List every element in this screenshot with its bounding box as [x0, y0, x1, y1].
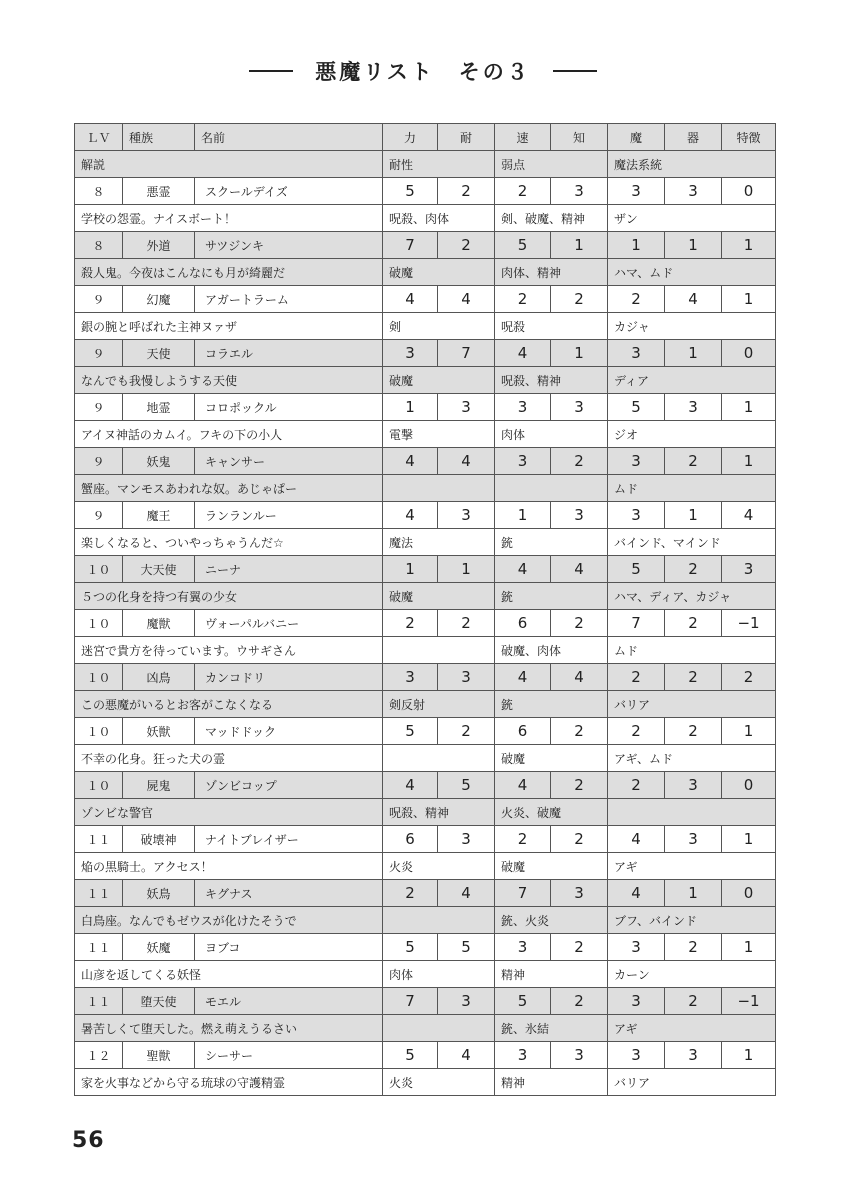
- demon-resistance: 破魔: [383, 583, 495, 610]
- demon-lv: ９: [75, 286, 123, 313]
- demon-info-row: [75, 529, 776, 556]
- stat-int: 2: [551, 286, 608, 313]
- stat-int: 2: [551, 826, 608, 853]
- stat-mag: 2: [608, 772, 665, 799]
- demon-name: キグナス: [195, 880, 383, 907]
- demon-description: 楽しくなると、ついやっちゃうんだ☆: [75, 529, 383, 556]
- stat-dex: 4: [665, 286, 722, 313]
- stat-vit: 2: [438, 178, 495, 205]
- stat-vit: 3: [438, 826, 495, 853]
- demon-resistance: [383, 1015, 495, 1042]
- demon-lv: ９: [75, 448, 123, 475]
- demon-info-row: [75, 799, 776, 826]
- stat-mag: 3: [608, 448, 665, 475]
- stat-mag: 3: [608, 934, 665, 961]
- stat-int: 3: [551, 1042, 608, 1069]
- stat-int: 1: [551, 340, 608, 367]
- demon-description: アイヌ神話のカムイ。フキの下の小人: [75, 421, 383, 448]
- stat-mag: 3: [608, 988, 665, 1015]
- demon-info-row: [75, 583, 776, 610]
- demon-magic: ザン: [608, 205, 776, 232]
- title-text: 悪魔リスト その３: [315, 60, 531, 84]
- header-resist: 耐性: [383, 151, 495, 178]
- demon-magic: ムド: [608, 637, 776, 664]
- demon-stats-row: [75, 610, 776, 637]
- header-magic: 魔法系統: [608, 151, 776, 178]
- demon-race: 魔王: [123, 502, 195, 529]
- stat-spd: 4: [495, 664, 551, 691]
- demon-description: 暑苦しくて堕天した。燃え萌えうるさい: [75, 1015, 383, 1042]
- stat-spd: 6: [495, 610, 551, 637]
- stat-feat: 1: [722, 394, 776, 421]
- stat-spd: 5: [495, 988, 551, 1015]
- demon-name: ヴォーパルバニー: [195, 610, 383, 637]
- demon-stats-row: [75, 340, 776, 367]
- demon-weakness: 破魔: [495, 853, 608, 880]
- demon-description: ５つの化身を持つ有翼の少女: [75, 583, 383, 610]
- stat-vit: 4: [438, 1042, 495, 1069]
- header-row-info: [75, 151, 776, 178]
- demon-magic: ディア: [608, 367, 776, 394]
- stat-feat: 4: [722, 502, 776, 529]
- stat-vit: 5: [438, 772, 495, 799]
- demon-info-row: [75, 259, 776, 286]
- demon-magic: [608, 799, 776, 826]
- demon-magic: アギ、ムド: [608, 745, 776, 772]
- stat-int: 4: [551, 556, 608, 583]
- demon-weakness: 破魔: [495, 745, 608, 772]
- demon-table: [74, 123, 776, 1096]
- stat-spd: 7: [495, 880, 551, 907]
- stat-str: 1: [383, 394, 438, 421]
- demon-weakness: 呪殺、精神: [495, 367, 608, 394]
- stat-dex: 3: [665, 394, 722, 421]
- demon-weakness: 銃: [495, 691, 608, 718]
- stat-dex: 1: [665, 880, 722, 907]
- demon-magic: ハマ、ディア、カジャ: [608, 583, 776, 610]
- stat-feat: 1: [722, 718, 776, 745]
- demon-stats-row: [75, 232, 776, 259]
- stat-int: 3: [551, 502, 608, 529]
- demon-weakness: 剣、破魔、精神: [495, 205, 608, 232]
- demon-name: ランランルー: [195, 502, 383, 529]
- stat-str: 5: [383, 934, 438, 961]
- stat-dex: 2: [665, 448, 722, 475]
- demon-description: 家を火事などから守る琉球の守護精霊: [75, 1069, 383, 1096]
- stat-str: 2: [383, 880, 438, 907]
- demon-resistance: [383, 637, 495, 664]
- demon-info-row: [75, 853, 776, 880]
- stat-feat: −1: [722, 610, 776, 637]
- demon-resistance: [383, 745, 495, 772]
- demon-lv: １１: [75, 826, 123, 853]
- demon-weakness: 呪殺: [495, 313, 608, 340]
- demon-lv: ８: [75, 178, 123, 205]
- stat-dex: 3: [665, 826, 722, 853]
- stat-vit: 2: [438, 232, 495, 259]
- stat-feat: 0: [722, 772, 776, 799]
- stat-spd: 3: [495, 1042, 551, 1069]
- demon-weakness: 精神: [495, 961, 608, 988]
- demon-info-row: [75, 367, 776, 394]
- stat-int: 2: [551, 934, 608, 961]
- stat-mag: 2: [608, 286, 665, 313]
- page-title: [0, 55, 846, 87]
- stat-dex: 2: [665, 718, 722, 745]
- header-race: 種族: [123, 124, 195, 151]
- demon-info-row: [75, 475, 776, 502]
- demon-stats-row: [75, 826, 776, 853]
- stat-feat: 1: [722, 232, 776, 259]
- stat-int: 3: [551, 394, 608, 421]
- title-dash-left: [249, 70, 293, 72]
- demon-weakness: 銃、火炎: [495, 907, 608, 934]
- demon-stats-row: [75, 286, 776, 313]
- demon-stats-row: [75, 718, 776, 745]
- stat-str: 5: [383, 178, 438, 205]
- demon-race: 凶鳥: [123, 664, 195, 691]
- demon-lv: １１: [75, 934, 123, 961]
- stat-str: 6: [383, 826, 438, 853]
- demon-name: ナイトブレイザー: [195, 826, 383, 853]
- header-vit: 耐: [438, 124, 495, 151]
- demon-stats-row: [75, 988, 776, 1015]
- demon-name: モエル: [195, 988, 383, 1015]
- demon-race: 外道: [123, 232, 195, 259]
- demon-name: アガートラーム: [195, 286, 383, 313]
- page-number: 56: [72, 1128, 105, 1153]
- demon-description: 白鳥座。なんでもゼウスが化けたそうで: [75, 907, 383, 934]
- demon-description: 焔の黒騎士。アクセス！: [75, 853, 383, 880]
- demon-info-row: [75, 1015, 776, 1042]
- demon-name: ニーナ: [195, 556, 383, 583]
- demon-race: 大天使: [123, 556, 195, 583]
- demon-name: サツジンキ: [195, 232, 383, 259]
- demon-magic: アギ: [608, 1015, 776, 1042]
- demon-name: ゾンビコップ: [195, 772, 383, 799]
- stat-mag: 3: [608, 502, 665, 529]
- demon-stats-row: [75, 448, 776, 475]
- demon-magic: バインド、マインド: [608, 529, 776, 556]
- stat-vit: 4: [438, 448, 495, 475]
- stat-str: 4: [383, 772, 438, 799]
- stat-vit: 3: [438, 988, 495, 1015]
- demon-race: 堕天使: [123, 988, 195, 1015]
- demon-info-row: [75, 637, 776, 664]
- demon-stats-row: [75, 772, 776, 799]
- demon-description: 学校の怨霊。ナイスボート！: [75, 205, 383, 232]
- demon-resistance: 呪殺、肉体: [383, 205, 495, 232]
- stat-feat: −1: [722, 988, 776, 1015]
- stat-spd: 3: [495, 394, 551, 421]
- stat-str: 4: [383, 286, 438, 313]
- demon-race: 破壊神: [123, 826, 195, 853]
- demon-weakness: 銃: [495, 529, 608, 556]
- demon-magic: ジオ: [608, 421, 776, 448]
- demon-resistance: 破魔: [383, 259, 495, 286]
- stat-vit: 3: [438, 394, 495, 421]
- header-desc: 解説: [75, 151, 383, 178]
- demon-stats-row: [75, 178, 776, 205]
- demon-name: スクールデイズ: [195, 178, 383, 205]
- demon-description: ゾンビな警官: [75, 799, 383, 826]
- demon-name: コロポックル: [195, 394, 383, 421]
- demon-resistance: 電撃: [383, 421, 495, 448]
- stat-mag: 4: [608, 880, 665, 907]
- demon-lv: １１: [75, 988, 123, 1015]
- demon-lv: １０: [75, 718, 123, 745]
- demon-info-row: [75, 691, 776, 718]
- stat-int: 2: [551, 772, 608, 799]
- demon-stats-row: [75, 934, 776, 961]
- stat-spd: 2: [495, 826, 551, 853]
- demon-name: カンコドリ: [195, 664, 383, 691]
- stat-int: 3: [551, 178, 608, 205]
- stat-int: 1: [551, 232, 608, 259]
- stat-str: 5: [383, 718, 438, 745]
- stat-int: 2: [551, 448, 608, 475]
- demon-stats-row: [75, 880, 776, 907]
- stat-mag: 3: [608, 1042, 665, 1069]
- stat-str: 3: [383, 340, 438, 367]
- stat-str: 3: [383, 664, 438, 691]
- stat-feat: 0: [722, 340, 776, 367]
- header-mag: 魔: [608, 124, 665, 151]
- demon-lv: １０: [75, 664, 123, 691]
- demon-race: 悪霊: [123, 178, 195, 205]
- stat-mag: 2: [608, 718, 665, 745]
- stat-mag: 2: [608, 664, 665, 691]
- demon-race: 妖鳥: [123, 880, 195, 907]
- stat-feat: 2: [722, 664, 776, 691]
- demon-lv: ９: [75, 340, 123, 367]
- demon-info-row: [75, 907, 776, 934]
- header-lv: ＬＶ: [75, 124, 123, 151]
- stat-int: 3: [551, 880, 608, 907]
- stat-str: 7: [383, 988, 438, 1015]
- stat-int: 4: [551, 664, 608, 691]
- stat-dex: 1: [665, 340, 722, 367]
- stat-mag: 5: [608, 394, 665, 421]
- stat-mag: 7: [608, 610, 665, 637]
- demon-lv: ９: [75, 394, 123, 421]
- stat-spd: 2: [495, 286, 551, 313]
- stat-spd: 3: [495, 448, 551, 475]
- demon-info-row: [75, 313, 776, 340]
- demon-race: 妖鬼: [123, 448, 195, 475]
- demon-magic: カーン: [608, 961, 776, 988]
- demon-stats-row: [75, 664, 776, 691]
- demon-description: 殺人鬼。今夜はこんなにも月が綺麗だ: [75, 259, 383, 286]
- demon-stats-row: [75, 394, 776, 421]
- demon-race: 聖獣: [123, 1042, 195, 1069]
- demon-stats-row: [75, 502, 776, 529]
- stat-int: 2: [551, 610, 608, 637]
- demon-info-row: [75, 205, 776, 232]
- demon-lv: １２: [75, 1042, 123, 1069]
- demon-resistance: 破魔: [383, 367, 495, 394]
- stat-int: 2: [551, 988, 608, 1015]
- stat-dex: 2: [665, 934, 722, 961]
- demon-race: 幻魔: [123, 286, 195, 313]
- stat-spd: 6: [495, 718, 551, 745]
- demon-info-row: [75, 745, 776, 772]
- demon-name: コラエル: [195, 340, 383, 367]
- stat-str: 4: [383, 502, 438, 529]
- stat-vit: 5: [438, 934, 495, 961]
- demon-description: この悪魔がいるとお客がこなくなる: [75, 691, 383, 718]
- stat-vit: 3: [438, 502, 495, 529]
- demon-weakness: 火炎、破魔: [495, 799, 608, 826]
- demon-stats-row: [75, 1042, 776, 1069]
- stat-dex: 1: [665, 232, 722, 259]
- demon-description: 不幸の化身。狂った犬の霊: [75, 745, 383, 772]
- demon-description: 迷宮で貴方を待っています。ウサギさん: [75, 637, 383, 664]
- stat-vit: 2: [438, 610, 495, 637]
- stat-mag: 3: [608, 340, 665, 367]
- demon-lv: １０: [75, 610, 123, 637]
- demon-resistance: 魔法: [383, 529, 495, 556]
- stat-vit: 4: [438, 880, 495, 907]
- stat-mag: 1: [608, 232, 665, 259]
- stat-dex: 2: [665, 988, 722, 1015]
- stat-vit: 4: [438, 286, 495, 313]
- demon-magic: バリア: [608, 1069, 776, 1096]
- demon-race: 屍鬼: [123, 772, 195, 799]
- stat-str: 1: [383, 556, 438, 583]
- demon-lv: １０: [75, 772, 123, 799]
- demon-info-row: [75, 421, 776, 448]
- stat-spd: 1: [495, 502, 551, 529]
- demon-magic: ハマ、ムド: [608, 259, 776, 286]
- demon-resistance: 剣: [383, 313, 495, 340]
- demon-description: 山彦を返してくる妖怪: [75, 961, 383, 988]
- stat-feat: 0: [722, 178, 776, 205]
- stat-dex: 3: [665, 1042, 722, 1069]
- stat-vit: 2: [438, 718, 495, 745]
- demon-info-row: [75, 1069, 776, 1096]
- demon-magic: アギ: [608, 853, 776, 880]
- demon-name: マッドドック: [195, 718, 383, 745]
- stat-dex: 1: [665, 502, 722, 529]
- header-name: 名前: [195, 124, 383, 151]
- demon-weakness: 肉体、精神: [495, 259, 608, 286]
- demon-resistance: 火炎: [383, 853, 495, 880]
- stat-feat: 1: [722, 448, 776, 475]
- demon-description: 銀の腕と呼ばれた主神ヌァザ: [75, 313, 383, 340]
- demon-lv: １１: [75, 880, 123, 907]
- demon-lv: ８: [75, 232, 123, 259]
- stat-feat: 0: [722, 880, 776, 907]
- demon-info-row: [75, 961, 776, 988]
- demon-weakness: 銃: [495, 583, 608, 610]
- header-row-stats: [75, 124, 776, 151]
- demon-name: シーサー: [195, 1042, 383, 1069]
- stat-feat: 3: [722, 556, 776, 583]
- demon-magic: バリア: [608, 691, 776, 718]
- stat-feat: 1: [722, 826, 776, 853]
- demon-weakness: 肉体: [495, 421, 608, 448]
- stat-spd: 5: [495, 232, 551, 259]
- demon-race: 魔獣: [123, 610, 195, 637]
- stat-dex: 2: [665, 556, 722, 583]
- demon-magic: ブフ、バインド: [608, 907, 776, 934]
- stat-str: 2: [383, 610, 438, 637]
- demon-lv: １０: [75, 556, 123, 583]
- stat-feat: 1: [722, 286, 776, 313]
- header-int: 知: [551, 124, 608, 151]
- demon-race: 妖獣: [123, 718, 195, 745]
- stat-int: 2: [551, 718, 608, 745]
- demon-resistance: 火炎: [383, 1069, 495, 1096]
- header-str: 力: [383, 124, 438, 151]
- stat-feat: 1: [722, 1042, 776, 1069]
- stat-str: 7: [383, 232, 438, 259]
- stat-spd: 3: [495, 934, 551, 961]
- demon-race: 天使: [123, 340, 195, 367]
- demon-race: 地霊: [123, 394, 195, 421]
- demon-magic: ムド: [608, 475, 776, 502]
- demon-name: キャンサー: [195, 448, 383, 475]
- stat-mag: 4: [608, 826, 665, 853]
- demon-lv: ９: [75, 502, 123, 529]
- demon-race: 妖魔: [123, 934, 195, 961]
- title-dash-right: [553, 70, 597, 72]
- stat-dex: 3: [665, 772, 722, 799]
- demon-resistance: 呪殺、精神: [383, 799, 495, 826]
- header-dex: 器: [665, 124, 722, 151]
- stat-vit: 1: [438, 556, 495, 583]
- demon-resistance: [383, 475, 495, 502]
- stat-dex: 2: [665, 664, 722, 691]
- demon-magic: カジャ: [608, 313, 776, 340]
- demon-description: なんでも我慢しようする天使: [75, 367, 383, 394]
- demon-resistance: 肉体: [383, 961, 495, 988]
- stat-spd: 2: [495, 178, 551, 205]
- demon-resistance: 剣反射: [383, 691, 495, 718]
- stat-str: 4: [383, 448, 438, 475]
- demon-stats-row: [75, 556, 776, 583]
- stat-vit: 3: [438, 664, 495, 691]
- stat-spd: 4: [495, 340, 551, 367]
- stat-vit: 7: [438, 340, 495, 367]
- demon-resistance: [383, 907, 495, 934]
- stat-dex: 2: [665, 610, 722, 637]
- stat-dex: 3: [665, 178, 722, 205]
- stat-spd: 4: [495, 556, 551, 583]
- demon-weakness: 精神: [495, 1069, 608, 1096]
- demon-weakness: 破魔、肉体: [495, 637, 608, 664]
- header-feat: 特徴: [722, 124, 776, 151]
- demon-name: ヨブコ: [195, 934, 383, 961]
- header-weak: 弱点: [495, 151, 608, 178]
- demon-weakness: 銃、氷結: [495, 1015, 608, 1042]
- demon-description: 蟹座。マンモスあわれな奴。あじゃぱー: [75, 475, 383, 502]
- stat-spd: 4: [495, 772, 551, 799]
- stat-mag: 5: [608, 556, 665, 583]
- header-spd: 速: [495, 124, 551, 151]
- stat-str: 5: [383, 1042, 438, 1069]
- stat-feat: 1: [722, 934, 776, 961]
- demon-weakness: [495, 475, 608, 502]
- stat-mag: 3: [608, 178, 665, 205]
